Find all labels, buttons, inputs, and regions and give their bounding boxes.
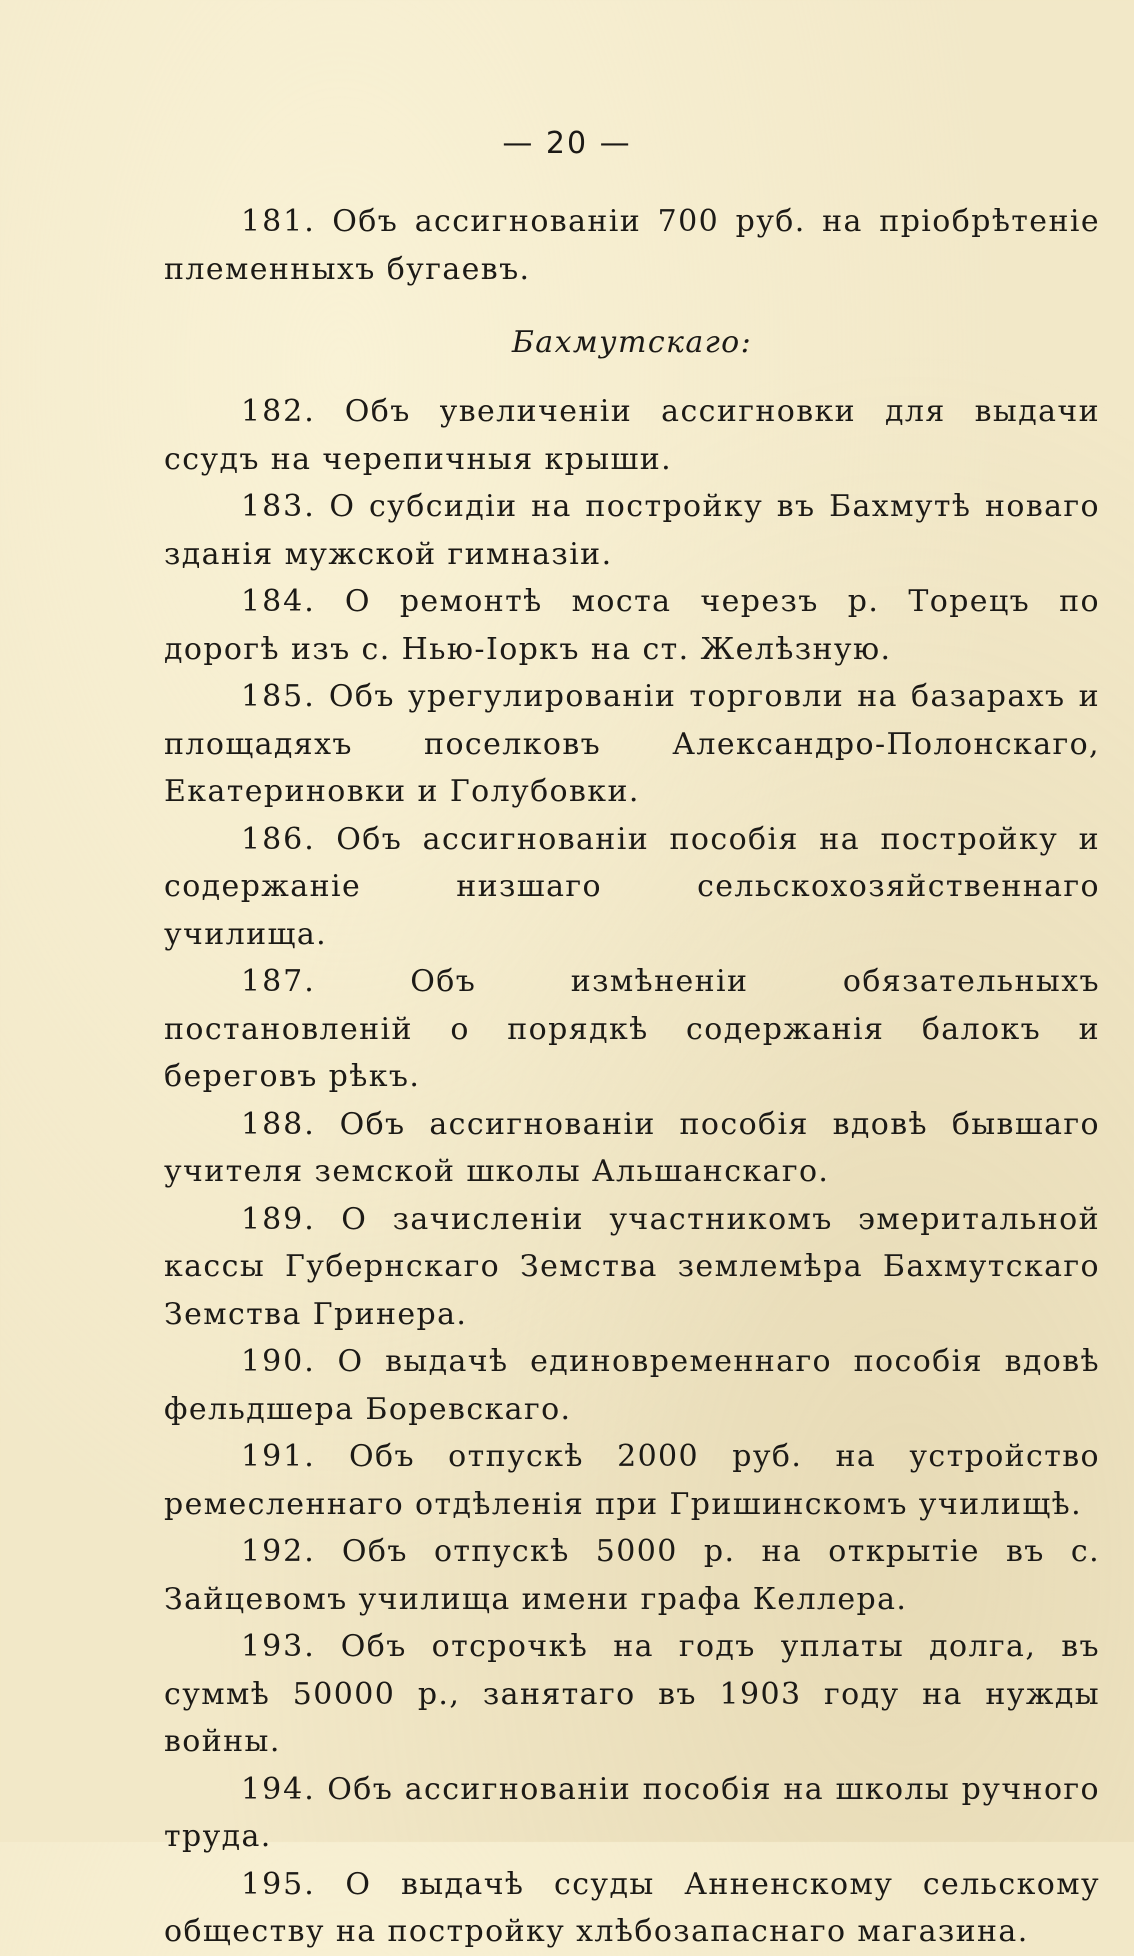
item-number: 186. xyxy=(241,821,316,857)
item-text: Объ измѣненіи обязательныхъ постановленій о порядкѣ содержанія балокъ и береговъ рѣкъ. xyxy=(164,964,1101,1094)
item-number: 193. xyxy=(241,1629,316,1664)
list-item xyxy=(164,483,1100,578)
item-number: 187. xyxy=(241,964,316,999)
item-text: Объ урегулированіи торговли на базарахъ и площадяхъ поселковъ Александро-Полонскаго, Екатериновки и Голубовки. xyxy=(164,679,1100,809)
item-text: О субсидіи на постройку въ Бахмутѣ новаго зданія мужской гимназіи. xyxy=(164,489,1100,572)
item-number: 182. xyxy=(241,394,316,429)
item-text: Объ отсрочкѣ на годъ уплаты долга, въ суммѣ 50000 р., занятаго въ 1903 году на нужды войны. xyxy=(164,1629,1100,1759)
list-item xyxy=(164,1861,1100,1956)
list-item xyxy=(164,198,1100,293)
item-text: Объ ассигнованіи пособія на постройку и содержаніе низшаго сельскохозяйственнаго училища. xyxy=(164,821,1101,952)
list-item xyxy=(164,1433,1100,1528)
list-item xyxy=(164,1101,1100,1196)
document-body xyxy=(164,198,1100,1956)
item-number: 195. xyxy=(241,1866,316,1902)
item-text: Объ ассигнованіи пособія на школы ручного труда. xyxy=(164,1771,1100,1854)
list-item xyxy=(164,1528,1100,1623)
list-item xyxy=(164,1196,1100,1339)
list-item xyxy=(164,958,1100,1101)
item-number: 189. xyxy=(241,1201,316,1237)
list-item xyxy=(164,673,1100,816)
item-text: Объ отпускѣ 2000 руб. на устройство ремесленнаго отдѣленія при Гришинскомъ училищѣ. xyxy=(164,1439,1101,1522)
item-text: Объ ассигнованіи 700 руб. на пріобрѣтеніе племенныхъ бугаевъ. xyxy=(164,204,1101,287)
item-number: 188. xyxy=(241,1106,316,1142)
item-number: 190. xyxy=(241,1344,316,1379)
item-number: 194. xyxy=(241,1771,316,1807)
item-number: 184. xyxy=(241,584,316,619)
item-text: Объ ассигнованіи пособія вдовѣ бывшаго учителя земской школы Альшанскаго. xyxy=(164,1106,1101,1189)
list-item xyxy=(164,1623,1100,1766)
item-text: О ремонтѣ моста черезъ р. Торецъ по дорогѣ изъ с. Нью-Іоркъ на ст. Желѣзную. xyxy=(164,584,1100,667)
item-number: 191. xyxy=(241,1439,316,1474)
list-item xyxy=(164,816,1100,959)
list-item xyxy=(164,578,1100,673)
item-text: Объ отпускѣ 5000 р. на открытіе въ с. Зайцевомъ училища имени графа Келлера. xyxy=(164,1534,1101,1617)
item-text: О зачисленіи участникомъ эмеритальной кассы Губернскаго Земства землемѣра Бахмутскаго Земства Гринера. xyxy=(164,1201,1100,1332)
item-number: 183. xyxy=(241,489,316,524)
list-item xyxy=(164,1766,1100,1861)
item-text: Объ увеличеніи ассигновки для выдачи ссудъ на черепичныя крыши. xyxy=(164,394,1100,477)
page-number: — 20 — xyxy=(502,126,632,161)
item-number: 185. xyxy=(241,679,316,714)
item-text: О выдачѣ ссуды Анненскому сельскому обществу на постройку хлѣбозапаснаго магазина. xyxy=(164,1866,1100,1949)
list-item xyxy=(164,388,1100,483)
item-text: О выдачѣ единовременнаго пособія вдовѣ фельдшера Боревскаго. xyxy=(164,1344,1100,1427)
list-item xyxy=(164,1338,1100,1433)
item-number: 181. xyxy=(241,204,316,239)
section-heading: Бахмутскаго: xyxy=(511,325,753,360)
item-number: 192. xyxy=(241,1534,316,1569)
